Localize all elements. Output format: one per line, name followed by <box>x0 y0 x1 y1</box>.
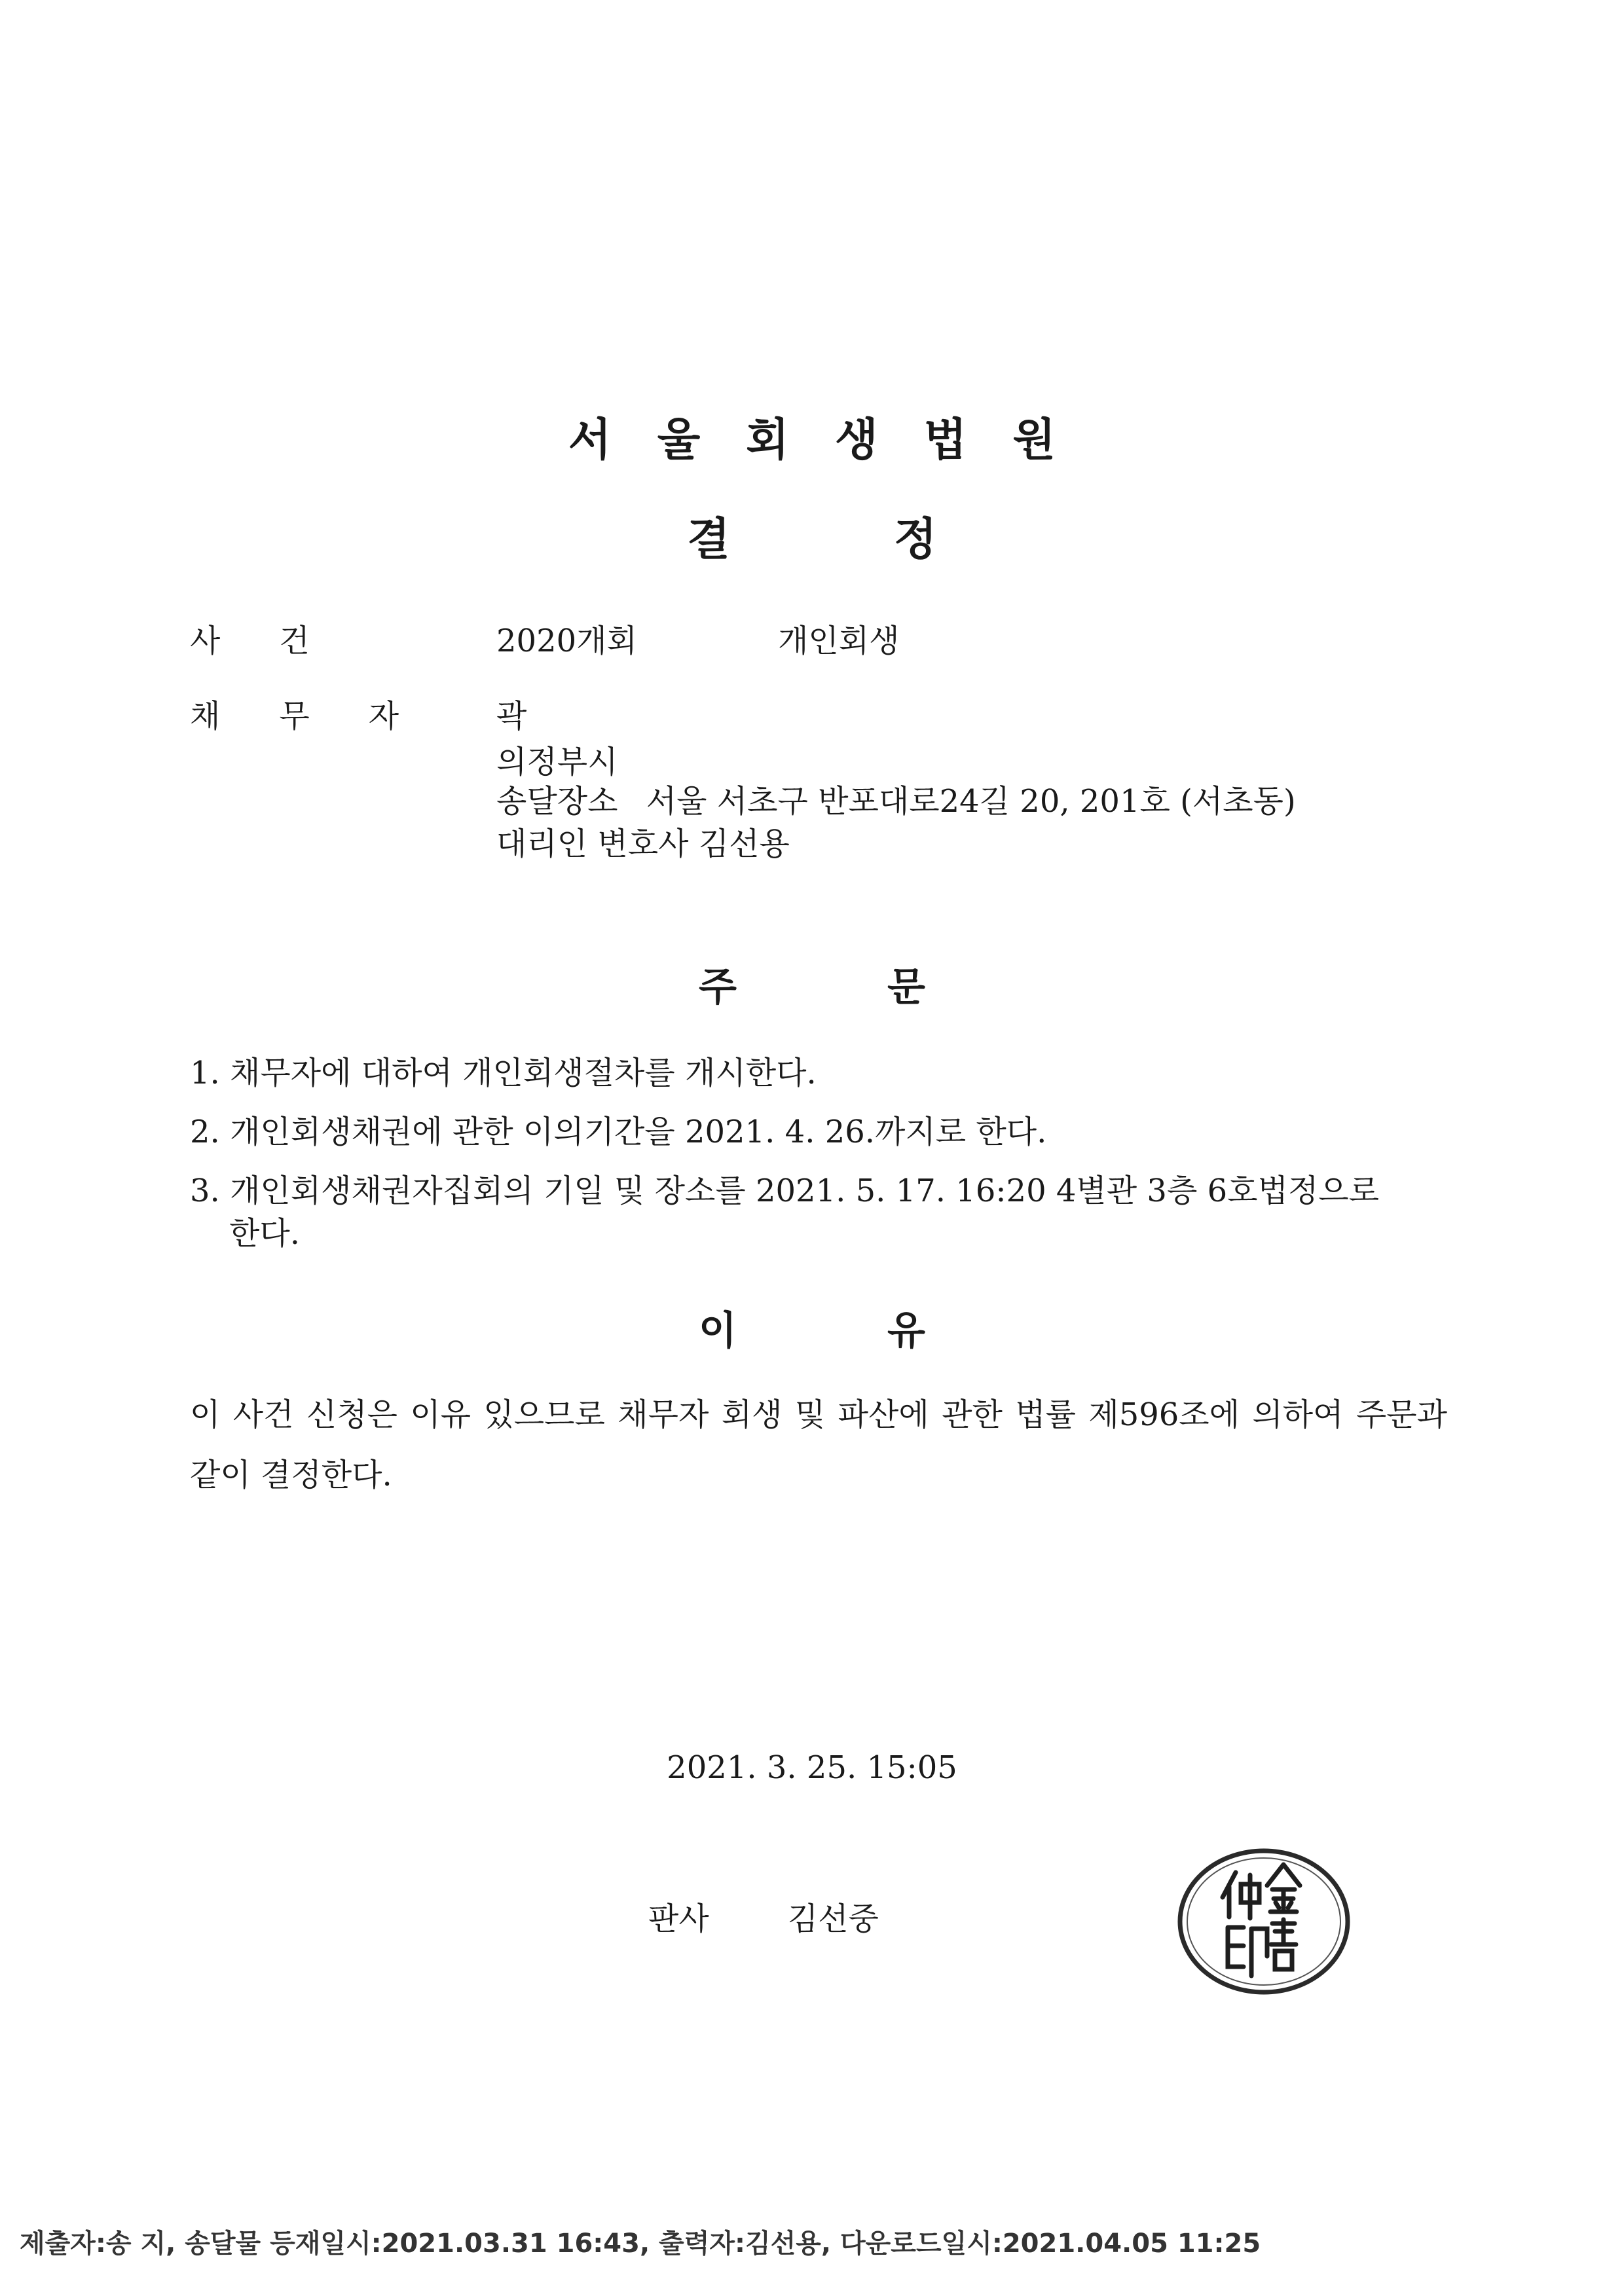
judge-signature-line <box>648 1893 879 1939</box>
court-name: 서울회생법원 <box>568 414 1102 466</box>
print-footer: 제출자:송 지, 송달물 등재일시:2021.03.31 16:43, 출력자:김선용, 다운로드일시:2021.04.05 11:25 <box>20 2229 1261 2259</box>
order-item-2: 2. 개인회생채권에 관한 이의기간을 2021. 4. 26.까지로 한다. <box>190 1114 1047 1150</box>
debtor-label: 채무자 <box>190 698 458 735</box>
case-label: 사건 <box>190 623 369 659</box>
reason-text: 이 사건 신청은 이유 있으므로 채무자 회생 및 파산에 관한 법률 제596조에 의하여 주문과 같이 결정한다. <box>190 1396 1447 1493</box>
delivery-address: 서울 서초구 반포대로24길 20, 201호 (서초동) <box>646 783 1296 820</box>
decision-date: 2021. 3. 25. 15:05 <box>667 1749 957 1786</box>
delivery-location <box>496 776 1296 821</box>
debtor-name: 곽 <box>496 698 527 735</box>
agent: 대리인 변호사 김선용 <box>496 826 790 862</box>
order-item-3: 3. 개인회생채권자집회의 기일 및 장소를 2021. 5. 17. 16:20 4별관 3층 6호법정으로 <box>190 1173 1379 1209</box>
delivery-label: 송달장소 <box>496 783 618 820</box>
reason-heading: 이유 <box>699 1308 1076 1354</box>
order-item-3-cont: 한다. <box>229 1215 300 1252</box>
judge-title: 판사 <box>648 1901 709 1937</box>
document-title: 결정 <box>687 514 1101 566</box>
case-number: 2020개회 <box>496 623 637 659</box>
order-item-1: 1. 채무자에 대하여 개인회생절차를 개시한다. <box>190 1055 817 1091</box>
debtor-address: 의정부시 <box>496 744 618 780</box>
judge-name: 김선중 <box>787 1901 879 1937</box>
case-type: 개인회생 <box>778 623 900 659</box>
judge-seal-icon <box>1175 1846 1352 1997</box>
order-heading: 주문 <box>699 964 1076 1010</box>
